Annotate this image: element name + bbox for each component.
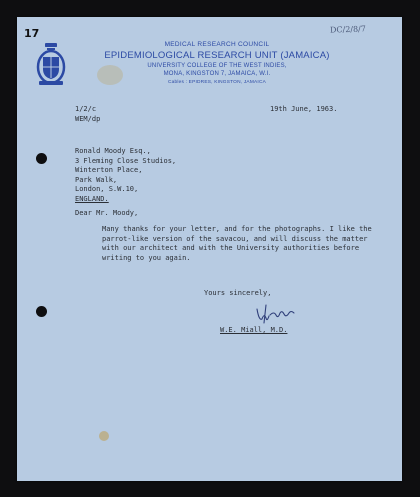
letter-date: 19th June, 1963. — [270, 105, 338, 113]
closing: Yours sincerely, — [204, 289, 272, 297]
address-line: London, S.W.10, — [75, 185, 139, 194]
punch-hole — [36, 153, 47, 164]
letterhead-university: UNIVERSITY COLLEGE OF THE WEST INDIES, — [147, 63, 287, 69]
letter-reference — [75, 105, 100, 124]
address-line: Ronald Moody Esq., — [75, 147, 151, 155]
archive-reference: DC/2/8/7 — [329, 24, 367, 35]
signatory: W.E. Miall, M.D. — [220, 326, 288, 334]
recipient-address — [75, 147, 176, 205]
address-line: ENGLAND. — [75, 194, 109, 203]
letter-page — [17, 17, 402, 481]
letterhead-unit: EPIDEMIOLOGICAL RESEARCH UNIT (JAMAICA) — [104, 50, 330, 61]
address-line: Park Walk, — [75, 175, 118, 184]
corner-mark: 17 — [24, 27, 40, 40]
address-line: 3 Fleming Close Studios, — [75, 156, 177, 165]
letterhead-cables: Cables : EPIDRES, KINGSTON, JAMAICA — [167, 80, 267, 85]
letterhead — [97, 41, 337, 85]
address-line: Winterton Place, — [75, 166, 143, 175]
signature-icon — [254, 301, 298, 327]
letterhead-council: MEDICAL RESEARCH COUNCIL — [164, 41, 270, 48]
reference-line: 1/2/c — [75, 105, 97, 113]
punch-hole — [36, 306, 47, 317]
salutation: Dear Mr. Moody, — [75, 209, 139, 217]
letterhead-address: MONA, KINGSTON 7, JAMAICA, W.I. — [163, 71, 271, 77]
crest-icon — [36, 41, 66, 87]
reference-line: WEM/dp — [75, 114, 101, 123]
letter-body: Many thanks for your letter, and for the photographs. I like the parrot-like version of the savacou, and will discuss the matter with our architect and with the University authorities before writing to you again. — [102, 225, 372, 262]
paper-stain — [99, 431, 109, 441]
